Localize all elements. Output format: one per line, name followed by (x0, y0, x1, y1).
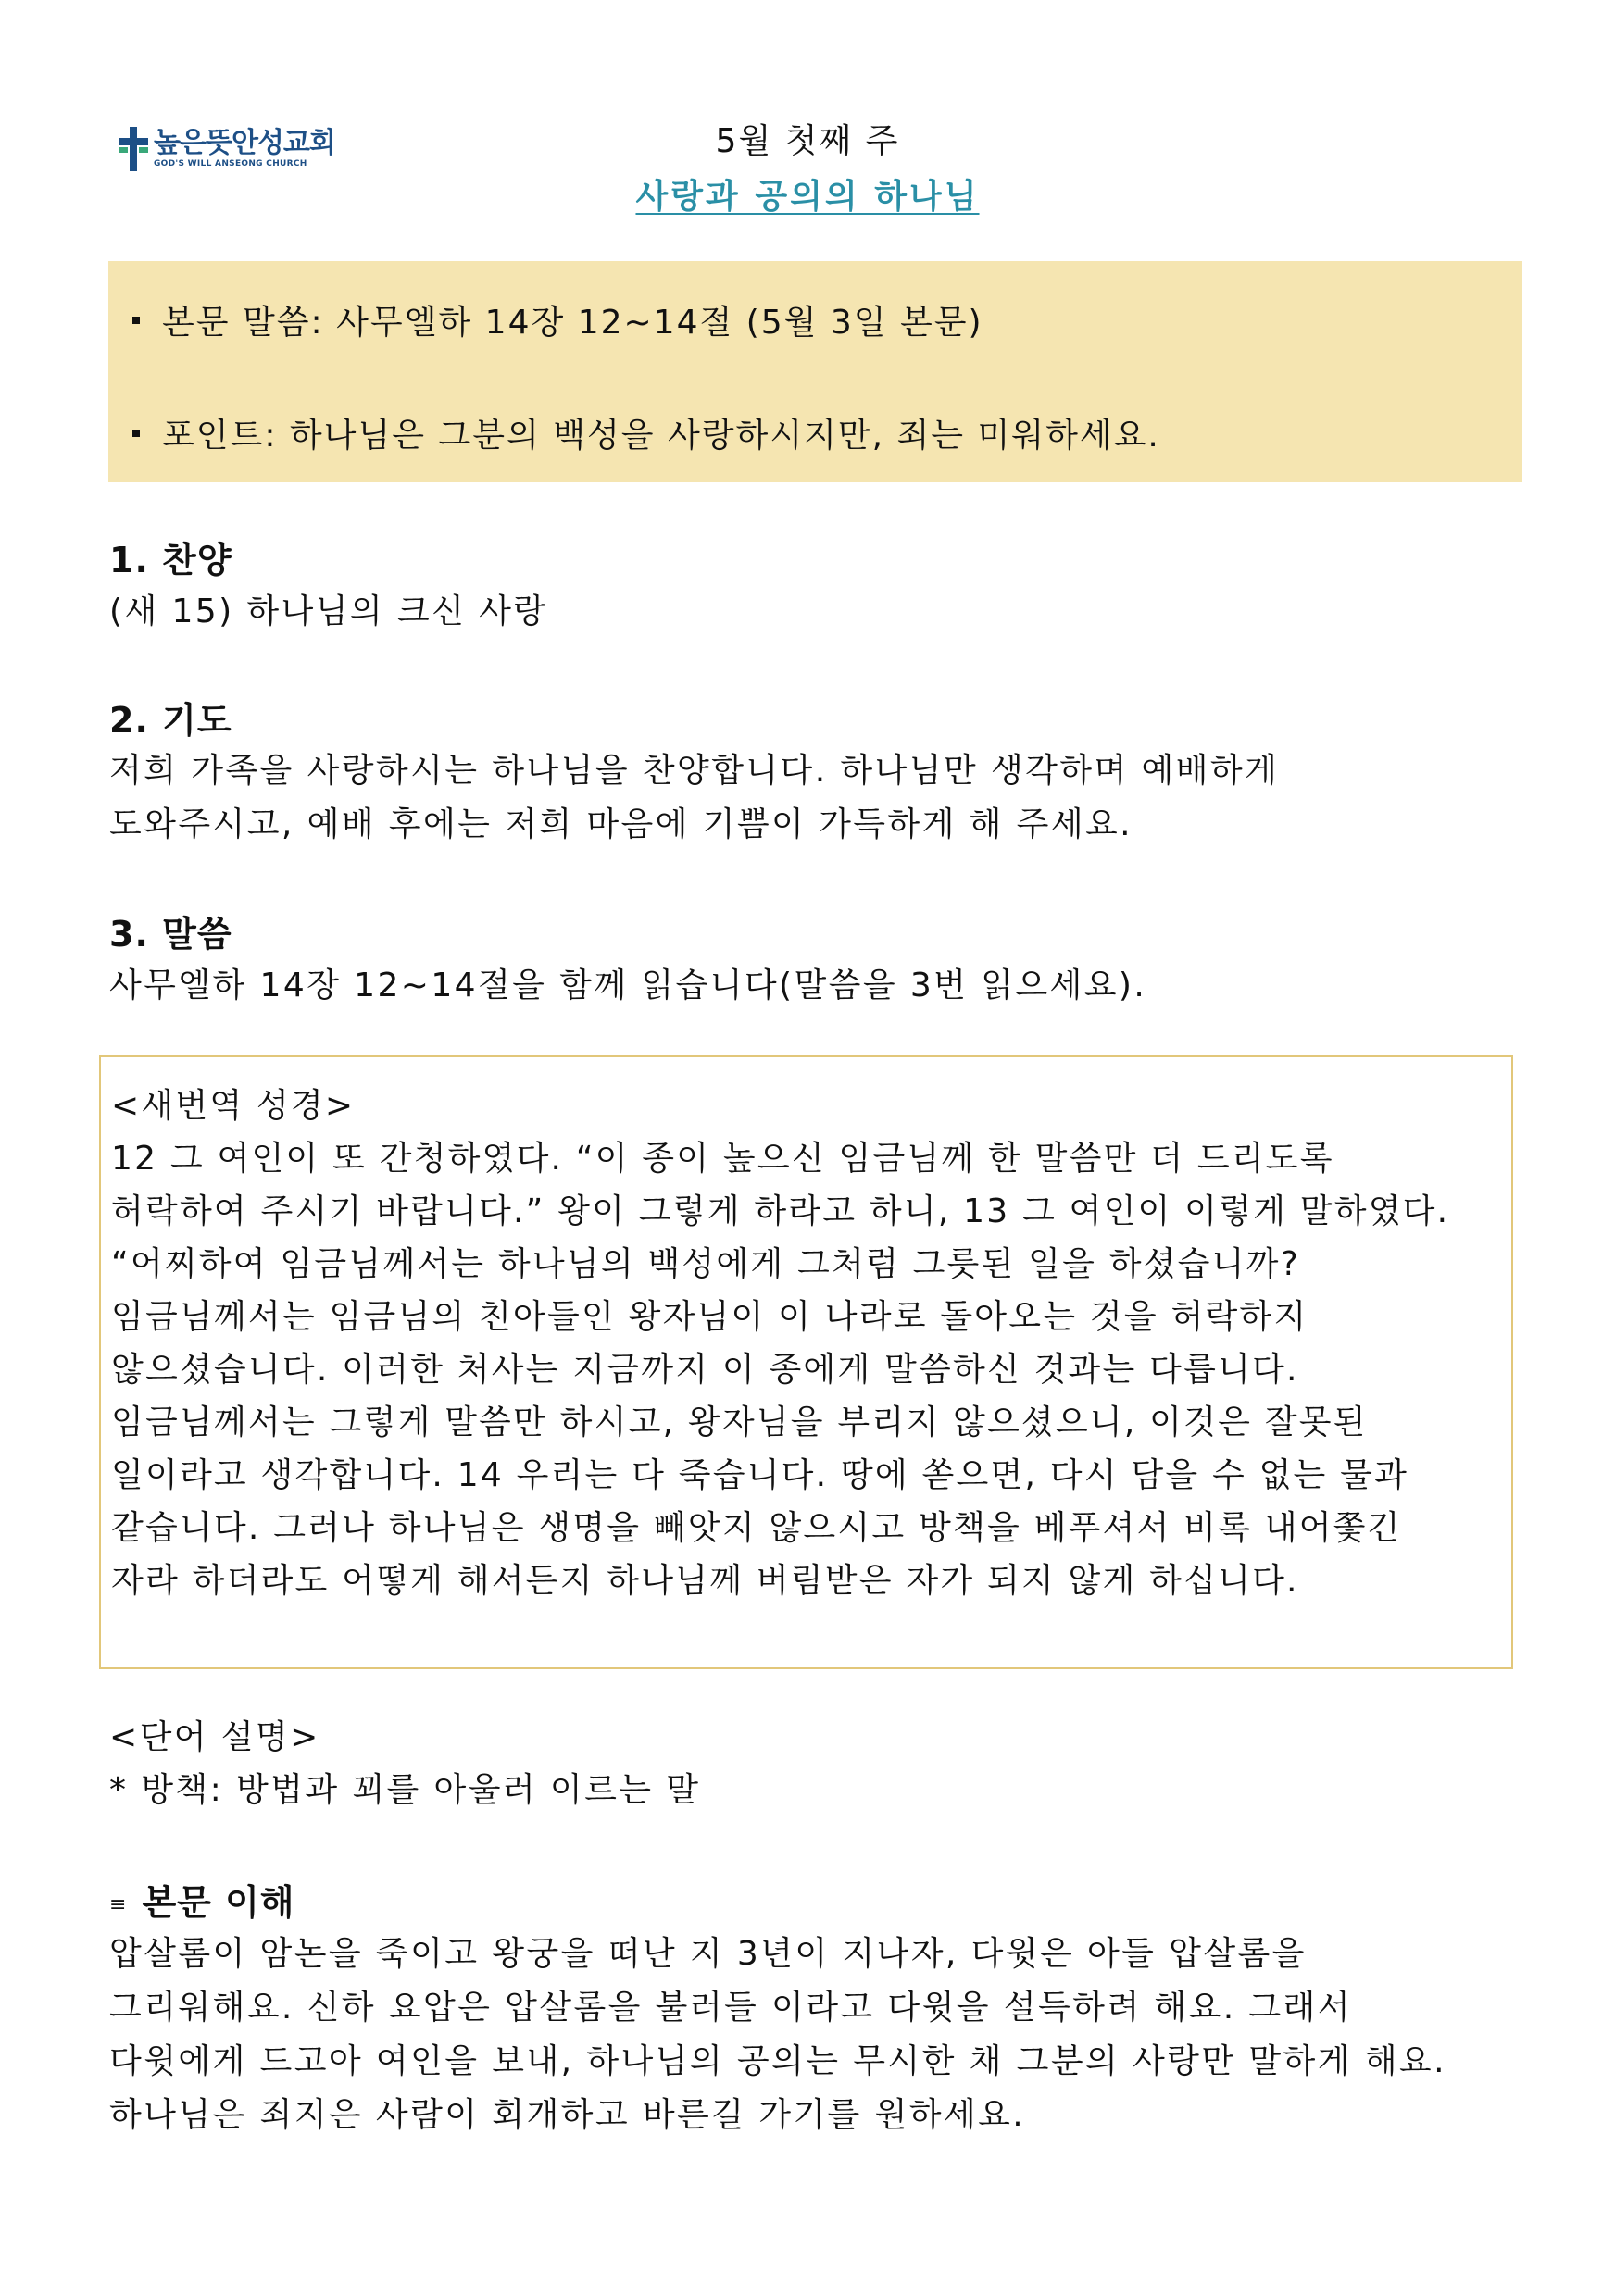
understanding-line: 다윗에게 드고아 여인을 보내, 하나님의 공의는 무시한 채 그분의 사랑만 말하게 해요. (109, 2042, 1446, 2080)
understanding-line: 그리워해요. 신하 요압은 압살롬을 불러들 이라고 다윗을 설득하려 해요. 그래서 (109, 1989, 1352, 2027)
scripture-box (99, 1055, 1513, 1669)
glossary-item: * 방책: 방법과 꾀를 아울러 이르는 말 (109, 1771, 701, 1809)
scripture-line: 임금님께서는 임금님의 친아들인 왕자님이 이 나라로 돌아오는 것을 허락하지 (111, 1298, 1308, 1336)
summary-box (108, 261, 1522, 482)
scripture-line: 12 그 여인이 또 간청하였다. “이 종이 높으신 임금님께 한 말씀만 더 드리도록 (111, 1140, 1334, 1178)
praise-text: (새 15) 하나님의 크신 사랑 (109, 593, 548, 630)
word-text: 사무엘하 14장 12~14절을 함께 읽습니다(말씀을 3번 읽으세요). (109, 967, 1147, 1004)
understanding-heading-text: 본문 이해 (142, 1882, 295, 1923)
praise-heading: 1. 찬양 (109, 540, 232, 580)
page-title-text: 사랑과 공의의 하나님 (635, 178, 980, 216)
prayer-line: 도와주시고, 예배 후에는 저희 마음에 기쁨이 가득하게 해 주세요. (109, 805, 1133, 843)
bullet-icon (132, 317, 140, 324)
word-heading: 3. 말씀 (109, 914, 232, 955)
scripture-line: 같습니다. 그러나 하나님은 생명을 빼앗지 않으시고 방책을 베푸셔서 비록 내어쫓긴 (111, 1509, 1402, 1547)
prayer-heading: 2. 기도 (109, 700, 232, 741)
logo-name-korean: 높은뜻안성교회 (154, 127, 335, 159)
scripture-line: 않으셨습니다. 이러한 처사는 지금까지 이 종에게 말씀하신 것과는 다릅니다. (111, 1351, 1299, 1389)
scripture-line: 허락하여 주시기 바랍니다.” 왕이 그렇게 하라고 하니, 13 그 여인이 이렇게 말하였다. (111, 1192, 1450, 1230)
prayer-line: 저희 가족을 사랑하시는 하나님을 찬양합니다. 하나님만 생각하며 예배하게 (109, 752, 1280, 790)
scripture-line: 자라 하더라도 어떻게 해서든지 하나님께 버림받은 자가 되지 않게 하십니다. (111, 1562, 1299, 1600)
scripture-line: 임금님께서는 그렇게 말씀만 하시고, 왕자님을 부리지 않으셨으니, 이것은 잘못된 (111, 1404, 1368, 1441)
scripture-line: “어찌하여 임금님께서는 하나님의 백성에게 그처럼 그릇된 일을 하셨습니까? (111, 1245, 1300, 1283)
scripture-label: <새번역 성경> (111, 1087, 356, 1125)
understanding-heading (109, 1874, 295, 1925)
summary-point (132, 409, 1160, 456)
understanding-line: 압살롬이 암논을 죽이고 왕궁을 떠난 지 3년이 지나자, 다윗은 아들 압살롬을 (109, 1935, 1307, 1973)
summary-passage (132, 296, 983, 343)
bullet-icon (132, 430, 140, 437)
understanding-line: 하나님은 죄지은 사람이 회개하고 바른길 가기를 원하세요. (109, 2096, 1026, 2134)
logo-name-english: GOD'S WILL ANSEONG CHURCH (154, 159, 307, 168)
page-title (0, 170, 1615, 218)
glossary-label: <단어 설명> (109, 1718, 320, 1756)
week-label: 5월 첫째 주 (715, 122, 900, 160)
scripture-line: 일이라고 생각합니다. 14 우리는 다 죽습니다. 땅에 쏟으면, 다시 담을 수 없는 물과 (111, 1456, 1409, 1494)
summary-passage-text: 본문 말씀: 사무엘하 14장 12~14절 (5월 3일 본문) (162, 304, 983, 342)
summary-point-text: 포인트: 하나님은 그분의 백성을 사랑하시지만, 죄는 미워하세요. (162, 417, 1160, 455)
list-marker-icon: ≡ (109, 1893, 128, 1916)
